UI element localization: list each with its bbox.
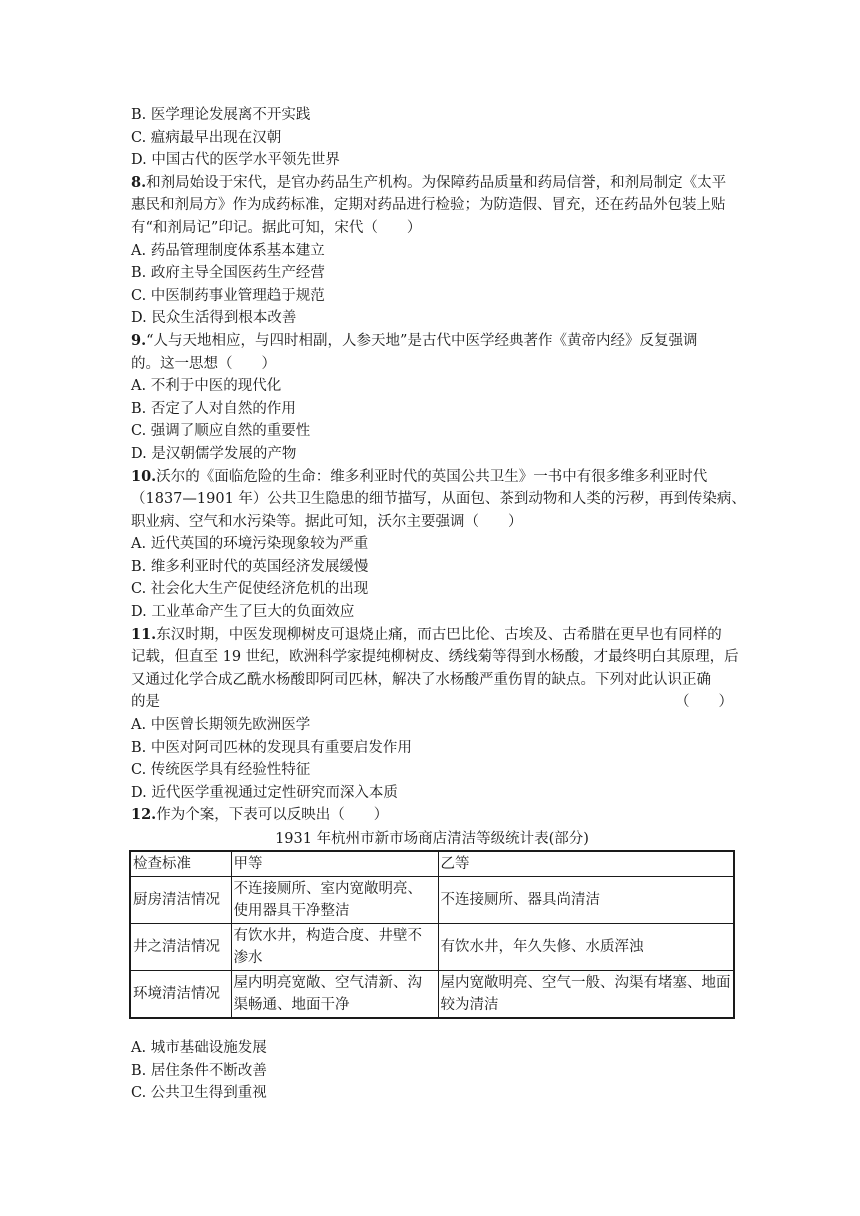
table-row bbox=[130, 971, 734, 1019]
q7-option-d: D. 中国古代的医学水平领先世界 bbox=[131, 152, 340, 169]
table-header-row bbox=[130, 851, 734, 877]
q11-option-c: C. 传统医学具有经验性特征 bbox=[131, 762, 311, 779]
table-cell: 厨房清洁情况 bbox=[130, 877, 231, 924]
q8-option-b: B. 政府主导全国医药生产经营 bbox=[131, 265, 325, 282]
q8-option-a: A. 药品管理制度体系基本建立 bbox=[131, 242, 325, 259]
table-row bbox=[130, 924, 734, 971]
q11-option-b: B. 中医对阿司匹林的发现具有重要启发作用 bbox=[131, 739, 412, 756]
q11-answer-paren: （ ） bbox=[675, 694, 733, 711]
q9-option-d: D. 是汉朝儒学发展的产物 bbox=[131, 445, 297, 462]
table-cell: 不连接厕所、室内宽敞明亮、使用器具干净整洁 bbox=[231, 877, 438, 924]
table-cell: 屋内宽敞明亮、空气一般、沟渠有堵塞、地面较为清洁 bbox=[438, 971, 734, 1019]
exam-page bbox=[131, 104, 746, 1105]
q9-stem-line-1: “人与天地相应，与四时相副，人参天地”是古代中医学经典著作《黄帝内经》反复强调 bbox=[146, 332, 698, 349]
q9-option-b: B. 否定了人对自然的作用 bbox=[131, 400, 296, 417]
q10-stem-line-3: 职业病、空气和水污染等。据此可知，沃尔主要强调（ ） bbox=[131, 513, 523, 530]
question-10 bbox=[131, 466, 746, 624]
q11-option-d: D. 近代医学重视通过定性研究而深入本质 bbox=[131, 784, 398, 801]
q8-stem-line-1: 和剂局始设于宋代，是官办药品生产机构。为保障药品质量和药局信誉，和剂局制定《太平 bbox=[146, 174, 727, 191]
q12-option-a: A. 城市基础设施发展 bbox=[131, 1040, 267, 1056]
q7-option-b: B. 医学理论发展离不开实践 bbox=[131, 107, 311, 123]
q10-stem-line-2: （1837—1901 年）公共卫生隐患的细节描写，从面包、茶到动物和人类的污秽，再到传染病、 bbox=[131, 491, 746, 508]
question-12 bbox=[131, 804, 733, 1104]
q11-stem-line-3: 又通过化学合成乙酰水杨酸即阿司匹林，解决了水杨酸严重伤胃的缺点。下列对此认识正确 bbox=[131, 671, 711, 688]
table-cell: 有饮水井，构造合度、井壁不渗水 bbox=[231, 924, 438, 971]
question-8 bbox=[131, 172, 733, 330]
q12-option-c: C. 公共卫生得到重视 bbox=[131, 1085, 267, 1102]
q11-stem-line-2: 记载，但直至 19 世纪，欧洲科学家提纯柳树皮、绣线菊等得到水杨酸，才最终明白其原理，后 bbox=[131, 649, 739, 666]
q10-option-c: C. 社会化大生产促使经济危机的出现 bbox=[131, 581, 369, 598]
q10-option-b: B. 维多利亚时代的英国经济发展缓慢 bbox=[131, 558, 369, 575]
table-row bbox=[130, 877, 734, 924]
q10-option-d: D. 工业革命产生了巨大的负面效应 bbox=[131, 604, 355, 621]
q8-option-c: C. 中医制药事业管理趋于规范 bbox=[131, 287, 325, 304]
cleanliness-table bbox=[129, 850, 735, 1019]
q10-option-a: A. 近代英国的环境污染现象较为严重 bbox=[131, 536, 369, 553]
q9-stem-line-2: 的。这一思想（ ） bbox=[131, 355, 276, 372]
table-cell: 环境清洁情况 bbox=[130, 971, 231, 1019]
table-header-cell: 检查标准 bbox=[130, 851, 231, 877]
question-11 bbox=[131, 624, 739, 805]
q9-option-c: C. 强调了顺应自然的重要性 bbox=[131, 423, 311, 440]
q8-number: 8. bbox=[131, 173, 147, 191]
table-header-cell: 乙等 bbox=[438, 851, 734, 877]
table-cell: 屋内明亮宽敞、空气清新、沟渠畅通、地面干净 bbox=[231, 971, 438, 1019]
table-cell: 有饮水井，年久失修、水质浑浊 bbox=[438, 924, 734, 971]
q9-option-a: A. 不利于中医的现代化 bbox=[131, 378, 282, 395]
q7-tail-options bbox=[131, 104, 733, 172]
table-header-cell: 甲等 bbox=[231, 851, 438, 877]
q12-option-b: B. 居住条件不断改善 bbox=[131, 1062, 267, 1079]
table-caption: 1931 年杭州市新市场商店清洁等级统计表(部分) bbox=[275, 831, 589, 847]
q11-option-a: A. 中医曾长期领先欧洲医学 bbox=[131, 717, 311, 734]
q10-number: 10. bbox=[131, 467, 157, 485]
q10-stem-line-1: 沃尔的《面临危险的生命：维多利亚时代的英国公共卫生》一书中有很多维多利亚时代 bbox=[156, 468, 708, 485]
q8-stem-line-3: 有“和剂局记”印记。据此可知，宋代（ ） bbox=[131, 219, 422, 236]
q12-stem: 作为个案，下表可以反映出（ ） bbox=[156, 807, 389, 824]
table-cell: 不连接厕所、器具尚清洁 bbox=[438, 877, 734, 924]
q11-number: 11. bbox=[131, 625, 157, 643]
q8-option-d: D. 民众生活得到根本改善 bbox=[131, 310, 297, 327]
question-9 bbox=[131, 330, 733, 466]
q11-stem-line-4: 的是 bbox=[131, 694, 160, 711]
q7-option-c: C. 瘟病最早出现在汉朝 bbox=[131, 129, 282, 146]
q11-stem-line-1: 东汉时期，中医发现柳树皮可退烧止痛，而古巴比伦、古埃及、古希腊在更早也有同样的 bbox=[156, 626, 722, 643]
q8-stem-line-2: 惠民和剂局方》作为成药标准，定期对药品进行检验；为防造假、冒充，还在药品外包装上贴 bbox=[131, 197, 726, 214]
q12-number: 12. bbox=[131, 806, 157, 824]
q9-number: 9. bbox=[131, 331, 147, 349]
table-cell: 井之清洁情况 bbox=[130, 924, 231, 971]
